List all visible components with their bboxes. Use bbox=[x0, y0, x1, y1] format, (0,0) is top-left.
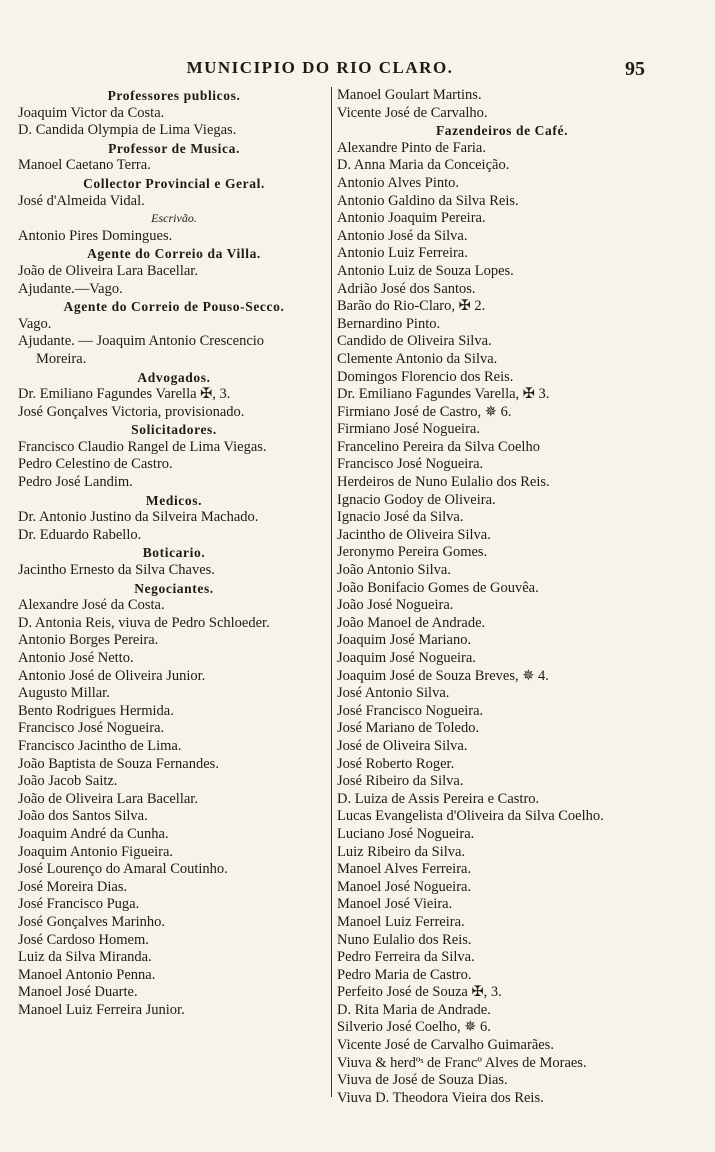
directory-entry: Francisco José Nogueira. bbox=[18, 720, 165, 737]
directory-entry: Viuva D. Theodora Vieira dos Reis. bbox=[337, 1089, 544, 1106]
directory-entry: Nuno Eulalio dos Reis. bbox=[337, 931, 472, 948]
directory-entry: Antonio Luiz Ferreira. bbox=[337, 245, 468, 262]
directory-entry: Antonio Joaquim Pereira. bbox=[337, 210, 486, 227]
directory-entry: Antonio Luiz de Souza Lopes. bbox=[337, 262, 514, 279]
directory-entry: José Francisco Nogueira. bbox=[337, 702, 484, 719]
entry-continuation: Moreira. bbox=[36, 350, 87, 367]
directory-entry: Vago. bbox=[18, 315, 52, 332]
directory-entry: Jacintho de Oliveira Silva. bbox=[337, 526, 491, 543]
directory-entry: Manoel Goulart Martins. bbox=[337, 87, 482, 103]
directory-entry: Manoel Luiz Ferreira. bbox=[337, 913, 465, 930]
directory-entry: Manoel Caetano Terra. bbox=[18, 157, 151, 174]
role-label: Escrivão. bbox=[151, 211, 197, 226]
section-heading: Negociantes. bbox=[134, 580, 214, 596]
directory-entry: Joaquim Antonio Figueira. bbox=[18, 843, 174, 860]
directory-entry: Viuva & herdºˢ de Francº Alves de Moraes. bbox=[337, 1054, 587, 1071]
directory-entry: Silverio José Coelho, ✵ 6. bbox=[337, 1019, 491, 1036]
directory-entry: Vicente José de Carvalho Guimarães. bbox=[337, 1037, 554, 1054]
directory-entry: D. Luiza de Assis Pereira e Castro. bbox=[337, 790, 540, 807]
directory-entry: D. Rita Maria de Andrade. bbox=[337, 1001, 491, 1018]
directory-entry: Ignacio José da Silva. bbox=[337, 509, 464, 526]
directory-entry: Antonio Pires Domingues. bbox=[18, 227, 173, 244]
directory-entry: Pedro Ferreira da Silva. bbox=[337, 949, 475, 966]
section-heading: Agente do Correio de Pouso-Secco. bbox=[63, 299, 285, 315]
directory-entry: Manoel Alves Ferreira. bbox=[337, 861, 472, 878]
directory-entry: Joaquim Victor da Costa. bbox=[18, 104, 165, 121]
directory-entry: Luiz Ribeiro da Silva. bbox=[337, 843, 466, 860]
directory-entry: Herdeiros de Nuno Eulalio dos Reis. bbox=[337, 474, 550, 491]
directory-entry: Dr. Emiliano Fagundes Varella ✠, 3. bbox=[18, 386, 231, 403]
directory-entry: José Moreira Dias. bbox=[18, 878, 128, 895]
directory-entry: Viuva de José de Souza Dias. bbox=[337, 1072, 508, 1089]
directory-entry: Firmiano José Nogueira. bbox=[337, 421, 480, 438]
directory-entry: Barão do Rio-Claro, ✠ 2. bbox=[337, 298, 486, 315]
section-heading: Professores publicos. bbox=[107, 88, 241, 103]
directory-entry: Manoel Luiz Ferreira Junior. bbox=[18, 1001, 185, 1018]
directory-entry: Pedro José Landim. bbox=[18, 474, 133, 491]
directory-entry: Antonio Galdino da Silva Reis. bbox=[337, 192, 519, 209]
directory-entry: José Antonio Silva. bbox=[337, 685, 450, 702]
directory-entry: Alexandre José da Costa. bbox=[18, 597, 165, 614]
directory-entry: José Ribeiro da Silva. bbox=[337, 773, 464, 790]
directory-entry: João de Oliveira Lara Bacellar. bbox=[18, 262, 198, 279]
directory-entry: Antonio José de Oliveira Junior. bbox=[18, 667, 206, 684]
directory-entry: José de Oliveira Silva. bbox=[337, 737, 468, 754]
directory-entry: D. Candida Olympia de Lima Viegas. bbox=[18, 122, 237, 139]
directory-entry: Pedro Celestino de Castro. bbox=[18, 456, 173, 473]
directory-entry: Ajudante. — Joaquim Antonio Crescencio bbox=[18, 333, 265, 350]
directory-entry: Perfeito José de Souza ✠, 3. bbox=[337, 984, 502, 1001]
section-heading: Solicitadores. bbox=[131, 422, 217, 438]
directory-entry: Augusto Millar. bbox=[18, 685, 110, 702]
directory-entry: José Gonçalves Victoria, provisionado. bbox=[18, 403, 245, 420]
directory-entry: José Roberto Roger. bbox=[337, 755, 455, 772]
directory-entry: Joaquim José Nogueira. bbox=[337, 650, 476, 666]
section-heading: Agente do Correio da Villa. bbox=[87, 246, 261, 262]
directory-entry: Jacintho Ernesto da Silva Chaves. bbox=[18, 562, 215, 579]
section-heading: Medicos. bbox=[145, 492, 203, 508]
directory-entry: Lucas Evangelista d'Oliveira da Silva Coelho. bbox=[337, 808, 604, 825]
directory-entry: Alexandre Pinto de Faria. bbox=[337, 139, 486, 156]
directory-entry: D. Antonia Reis, viuva de Pedro Schloeder. bbox=[18, 614, 270, 631]
directory-entry: Manoel José Nogueira. bbox=[337, 878, 472, 895]
directory-entry: João Baptista de Souza Fernandes. bbox=[18, 755, 219, 772]
section-heading: Professor de Musica. bbox=[108, 140, 240, 156]
directory-entry: Francisco Jacintho de Lima. bbox=[18, 737, 182, 754]
left-column bbox=[18, 87, 330, 1019]
directory-entry: João Manoel de Andrade. bbox=[337, 614, 486, 631]
directory-entry: Jeronymo Pereira Gomes. bbox=[337, 544, 488, 561]
directory-entry: Bernardino Pinto. bbox=[337, 315, 441, 332]
directory-entry: Francelino Pereira da Silva Coelho bbox=[337, 438, 540, 455]
column-divider bbox=[331, 87, 332, 1097]
directory-entry: Manoel José Vieira. bbox=[337, 896, 453, 913]
directory-entry: Francisco José Nogueira. bbox=[337, 456, 484, 473]
section-heading: Boticario. bbox=[142, 545, 206, 561]
directory-entry: José Gonçalves Marinho. bbox=[18, 913, 165, 930]
directory-entry: Dr. Eduardo Rabello. bbox=[18, 526, 142, 543]
directory-entry: José Francisco Puga. bbox=[18, 896, 140, 913]
directory-entry: Adrião José dos Santos. bbox=[337, 280, 476, 297]
directory-entry: José d'Almeida Vidal. bbox=[18, 192, 145, 209]
directory-entry: Clemente Antonio da Silva. bbox=[337, 350, 498, 367]
directory-entry: Vicente José de Carvalho. bbox=[337, 104, 488, 121]
directory-entry: José Cardoso Homem. bbox=[18, 931, 149, 948]
directory-entry: Joaquim José de Souza Breves, ✵ 4. bbox=[337, 667, 549, 684]
directory-entry: João Antonio Silva. bbox=[337, 562, 451, 579]
right-column bbox=[337, 87, 667, 1107]
directory-entry: Firmiano José de Castro, ✵ 6. bbox=[337, 403, 512, 420]
directory-entry: João de Oliveira Lara Bacellar. bbox=[18, 790, 198, 807]
section-heading: Collector Provincial e Geral. bbox=[83, 175, 265, 191]
directory-entry: Luiz da Silva Miranda. bbox=[18, 949, 152, 966]
directory-entry: Manoel Antonio Penna. bbox=[18, 966, 156, 983]
directory-entry: Candido de Oliveira Silva. bbox=[337, 333, 492, 350]
directory-entry: Ajudante.—Vago. bbox=[18, 280, 123, 297]
directory-entry: Ignacio Godoy de Oliveira. bbox=[337, 491, 496, 508]
directory-entry: Antonio Alves Pinto. bbox=[337, 174, 460, 191]
directory-entry: Pedro Maria de Castro. bbox=[337, 966, 472, 983]
directory-entry: José Mariano de Toledo. bbox=[337, 720, 480, 737]
page-header bbox=[0, 58, 715, 82]
directory-entry: João dos Santos Silva. bbox=[18, 808, 148, 825]
directory-entry: Luciano José Nogueira. bbox=[337, 825, 475, 842]
directory-entry: João José Nogueira. bbox=[337, 597, 454, 614]
directory-entry: Dr. Emiliano Fagundes Varella, ✠ 3. bbox=[337, 386, 550, 403]
directory-entry: Antonio José da Silva. bbox=[337, 227, 468, 244]
directory-entry: Dr. Antonio Justino da Silveira Machado. bbox=[18, 509, 259, 526]
directory-entry: Joaquim José Mariano. bbox=[337, 632, 472, 649]
directory-entry: D. Anna Maria da Conceição. bbox=[337, 157, 510, 174]
directory-entry: Manoel José Duarte. bbox=[18, 984, 138, 1001]
directory-entry: Antonio Borges Pereira. bbox=[18, 632, 159, 649]
section-heading: Fazendeiros de Café. bbox=[435, 123, 569, 139]
directory-entry: Bento Rodrigues Hermida. bbox=[18, 702, 174, 719]
directory-entry: João Bonifacio Gomes de Gouvêa. bbox=[337, 579, 539, 596]
directory-entry: Francisco Claudio Rangel de Lima Viegas. bbox=[18, 438, 267, 455]
directory-entry: José Lourenço do Amaral Coutinho. bbox=[18, 861, 228, 878]
running-title: MUNICIPIO DO RIO CLARO. bbox=[186, 58, 454, 77]
section-heading: Advogados. bbox=[137, 369, 211, 385]
directory-entry: João Jacob Saitz. bbox=[18, 773, 118, 790]
directory-entry: Antonio José Netto. bbox=[18, 650, 134, 666]
directory-entry: Domingos Florencio dos Reis. bbox=[337, 368, 514, 385]
page-number: 95 bbox=[625, 58, 645, 80]
directory-entry: Joaquim André da Cunha. bbox=[18, 825, 169, 842]
